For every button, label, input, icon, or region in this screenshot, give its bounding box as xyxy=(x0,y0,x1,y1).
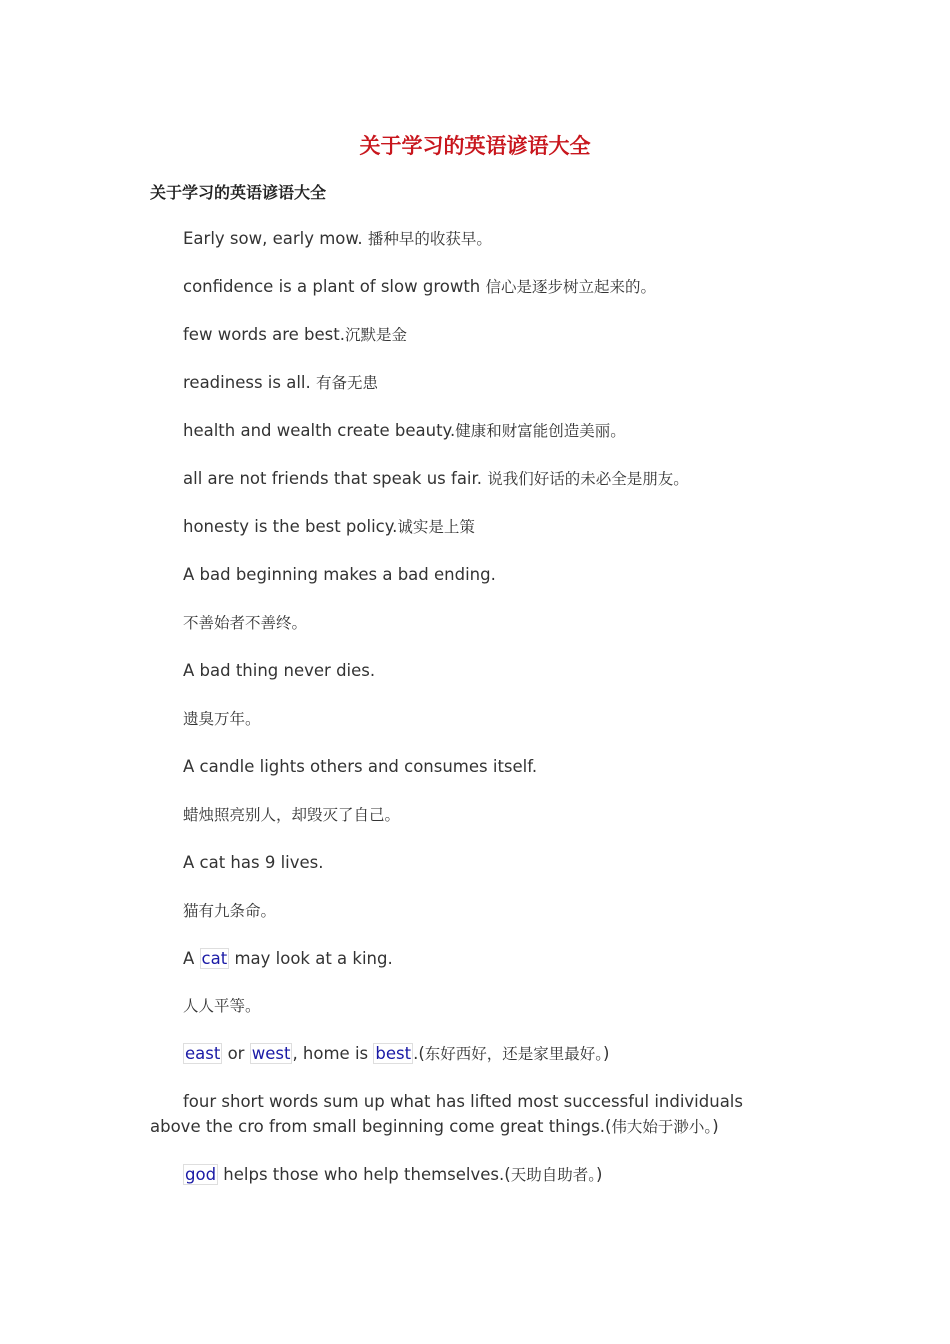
proverb-cat-king xyxy=(150,946,770,971)
proverb-7 xyxy=(150,514,770,540)
proverb-9 xyxy=(150,610,770,636)
page-title: 关于学习的英语谚语大全 xyxy=(359,133,591,158)
keyword-link-west[interactable]: west xyxy=(251,1044,291,1063)
proverb-en: ) xyxy=(712,1117,719,1136)
proverb-en: may look at a king. xyxy=(229,949,393,968)
proverb-zh: 健康和财富能创造美丽。 xyxy=(455,422,626,440)
keyword-link-east[interactable]: east xyxy=(185,1044,221,1063)
proverb-11 xyxy=(150,706,770,732)
proverb-zh: 说我们好话的未必全是朋友。 xyxy=(487,470,689,488)
proverb-8 xyxy=(150,562,770,588)
proverb-5 xyxy=(150,418,770,444)
proverb-6 xyxy=(150,466,770,492)
proverb-en: four short words sum up what has lifted most successful individuals above the cro from small beginning come great things.( xyxy=(150,1092,743,1136)
proverb-en: honesty is the best policy. xyxy=(183,517,398,536)
proverb-god xyxy=(150,1162,770,1188)
proverb-zh: 遗臭万年。 xyxy=(183,710,261,728)
proverb-list xyxy=(150,226,770,1210)
proverb-zh: 蜡烛照亮别人，却毁灭了自己。 xyxy=(183,806,401,824)
proverb-zh: 猫有九条命。 xyxy=(183,902,277,920)
proverb-equal xyxy=(150,993,770,1019)
proverb-4 xyxy=(150,370,770,396)
proverb-en: A cat has 9 lives. xyxy=(183,853,324,872)
proverb-en: A xyxy=(183,949,200,968)
proverb-zh: 沉默是金 xyxy=(344,326,407,344)
proverb-en: Early sow, early mow. xyxy=(183,229,368,248)
proverb-zh: 人人平等。 xyxy=(183,997,261,1015)
proverb-en: few words are best. xyxy=(183,325,345,344)
proverb-12 xyxy=(150,754,770,780)
proverb-zh: 伟大始于渺小。 xyxy=(611,1118,713,1136)
proverb-en: A bad beginning makes a bad ending. xyxy=(183,565,496,584)
proverb-en: , home is xyxy=(292,1044,374,1063)
proverb-en: .( xyxy=(413,1044,425,1063)
proverb-13 xyxy=(150,802,770,828)
proverb-four-words xyxy=(150,1089,770,1140)
proverb-10 xyxy=(150,658,770,684)
proverb-en: readiness is all. xyxy=(183,373,316,392)
proverb-en: confidence is a plant of slow growth xyxy=(183,277,486,296)
proverb-zh: 天助自助者。 xyxy=(510,1166,596,1184)
proverb-zh: 播种早的收获早。 xyxy=(367,230,492,248)
subtitle: 关于学习的英语谚语大全 xyxy=(150,183,327,202)
proverb-3 xyxy=(150,322,770,348)
proverb-en: all are not friends that speak us fair. xyxy=(183,469,488,488)
proverb-zh: 诚实是上策 xyxy=(397,518,475,536)
proverb-en: or xyxy=(222,1044,250,1063)
proverb-zh: 有备无患 xyxy=(315,374,378,392)
proverb-en: helps those who help themselves.( xyxy=(218,1165,511,1184)
proverb-2 xyxy=(150,274,770,300)
proverb-en: ) xyxy=(603,1044,610,1063)
keyword-link-best[interactable]: best xyxy=(375,1044,412,1063)
proverb-en: A bad thing never dies. xyxy=(183,661,376,680)
proverb-1 xyxy=(150,226,770,252)
proverb-zh: 不善始者不善终。 xyxy=(183,614,308,632)
proverb-en: A candle lights others and consumes itself. xyxy=(183,757,538,776)
proverb-15 xyxy=(150,898,770,924)
proverb-zh: 东好西好，还是家里最好。 xyxy=(424,1045,604,1063)
proverb-home xyxy=(150,1041,770,1067)
proverb-zh: 信心是逐步树立起来的。 xyxy=(485,278,657,296)
keyword-link-god[interactable]: god xyxy=(185,1165,217,1184)
proverb-14 xyxy=(150,850,770,876)
proverb-en: ) xyxy=(595,1165,603,1184)
keyword-link-cat[interactable]: cat xyxy=(201,949,228,968)
proverb-en: health and wealth create beauty. xyxy=(183,421,456,440)
